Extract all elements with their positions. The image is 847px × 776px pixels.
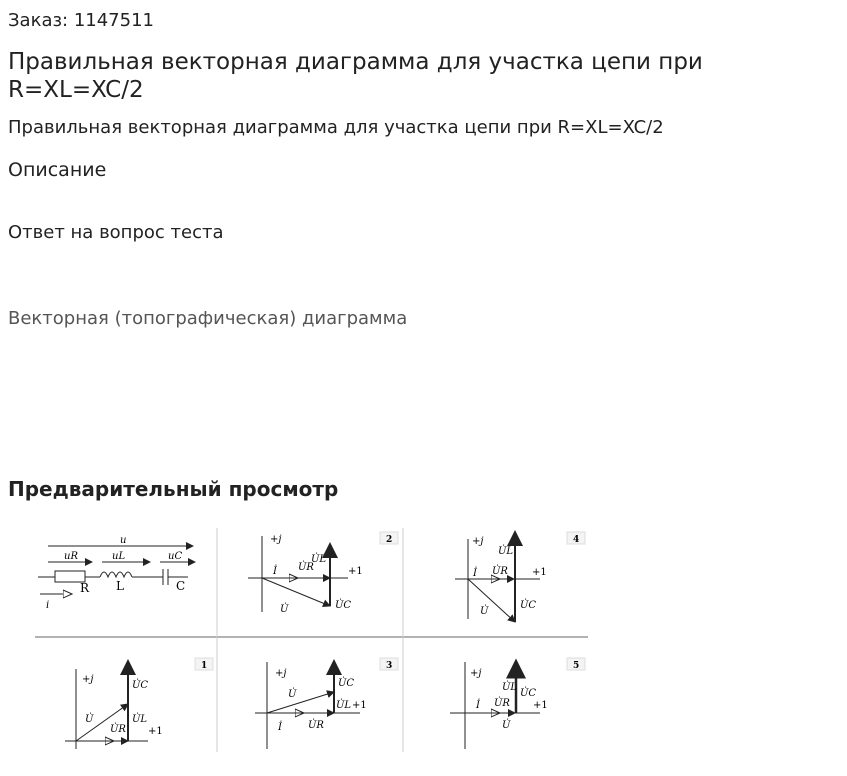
- panel2-label-UR: U̇R: [298, 562, 314, 573]
- description-heading: Описание: [8, 159, 107, 181]
- panel5-axis-j: +j: [470, 668, 482, 679]
- panel4-label-I: İ: [473, 568, 477, 579]
- panel4-axis-j: +j: [472, 536, 484, 547]
- panel1-label-U: U̇: [85, 714, 94, 725]
- panel-number-2: 2: [386, 535, 393, 545]
- vector-diagrams-figure: [30, 524, 590, 754]
- panel-number-3: 3: [386, 661, 393, 671]
- panel2-axis-1: +1: [348, 566, 363, 577]
- panel2-label-U: U̇: [280, 604, 289, 615]
- panel1-label-UR: U̇R: [110, 724, 126, 735]
- panel3-axis-j: +j: [275, 668, 287, 679]
- panel4-label-UR: U̇R: [492, 566, 508, 577]
- panel5-label-UC: U̇C: [520, 688, 537, 699]
- order-number: Заказ: 1147511: [8, 10, 154, 31]
- preview-heading: Предварительный просмотр: [8, 477, 339, 501]
- question-text: Правильная векторная диаграмма для участка цепи при R=XL=XC/2: [8, 117, 664, 138]
- panel5-label-U: U̇: [502, 720, 511, 731]
- panel3-label-UC: U̇C: [338, 678, 355, 689]
- panel5-label-UL: U̇L: [502, 682, 518, 693]
- circuit-label-L: L: [116, 579, 124, 593]
- circuit-label-R: R: [80, 581, 90, 595]
- diagram-panel-1: [65, 661, 148, 749]
- panel-number-4: 4: [573, 535, 580, 545]
- answer-label: Ответ на вопрос теста: [8, 222, 224, 243]
- page-title: Правильная векторная диаграмма для участка цепи при R=XL=XC/2: [8, 49, 703, 103]
- diagram-caption: Векторная (топографическая) диаграмма: [8, 308, 408, 329]
- panel4-label-UL: U̇L: [498, 546, 514, 557]
- panel-number-1: 1: [201, 661, 208, 671]
- panel2-axis-j: +j: [270, 534, 282, 545]
- circuit-label-uC: uC: [168, 551, 183, 562]
- panel3-label-UL: U̇L: [336, 700, 352, 711]
- panel-number-5: 5: [573, 661, 580, 671]
- panel1-label-UL: U̇L: [132, 714, 148, 725]
- panel3-label-U: U̇: [288, 689, 297, 700]
- circuit-label-C: C: [176, 579, 186, 593]
- panel3-label-I: İ: [278, 722, 282, 733]
- circuit-label-uR: uR: [64, 551, 78, 562]
- panel4-label-UC: U̇C: [520, 600, 537, 611]
- panel1-label-UC: U̇C: [132, 680, 149, 691]
- panel2-label-UL: U̇L: [311, 554, 327, 565]
- preview-image: [30, 524, 590, 754]
- panel5-axis-1: +1: [533, 700, 548, 711]
- circuit-label-i: i: [46, 600, 50, 611]
- panel1-axis-j: +j: [82, 674, 94, 685]
- panel3-axis-1: +1: [352, 700, 367, 711]
- panel1-axis-1: +1: [148, 726, 163, 737]
- circuit-label-u: u: [120, 535, 127, 546]
- diagram-panel-2: [248, 536, 348, 612]
- panel4-axis-1: +1: [532, 567, 547, 578]
- panel5-label-I: İ: [476, 700, 480, 711]
- panel4-label-U: U̇: [480, 606, 489, 617]
- panel2-label-I: İ: [273, 566, 277, 577]
- panel3-label-UR: U̇R: [308, 720, 324, 731]
- circuit-label-uL: uL: [112, 551, 126, 562]
- panel2-label-UC: U̇C: [335, 600, 352, 611]
- panel5-label-UR: U̇R: [494, 698, 510, 709]
